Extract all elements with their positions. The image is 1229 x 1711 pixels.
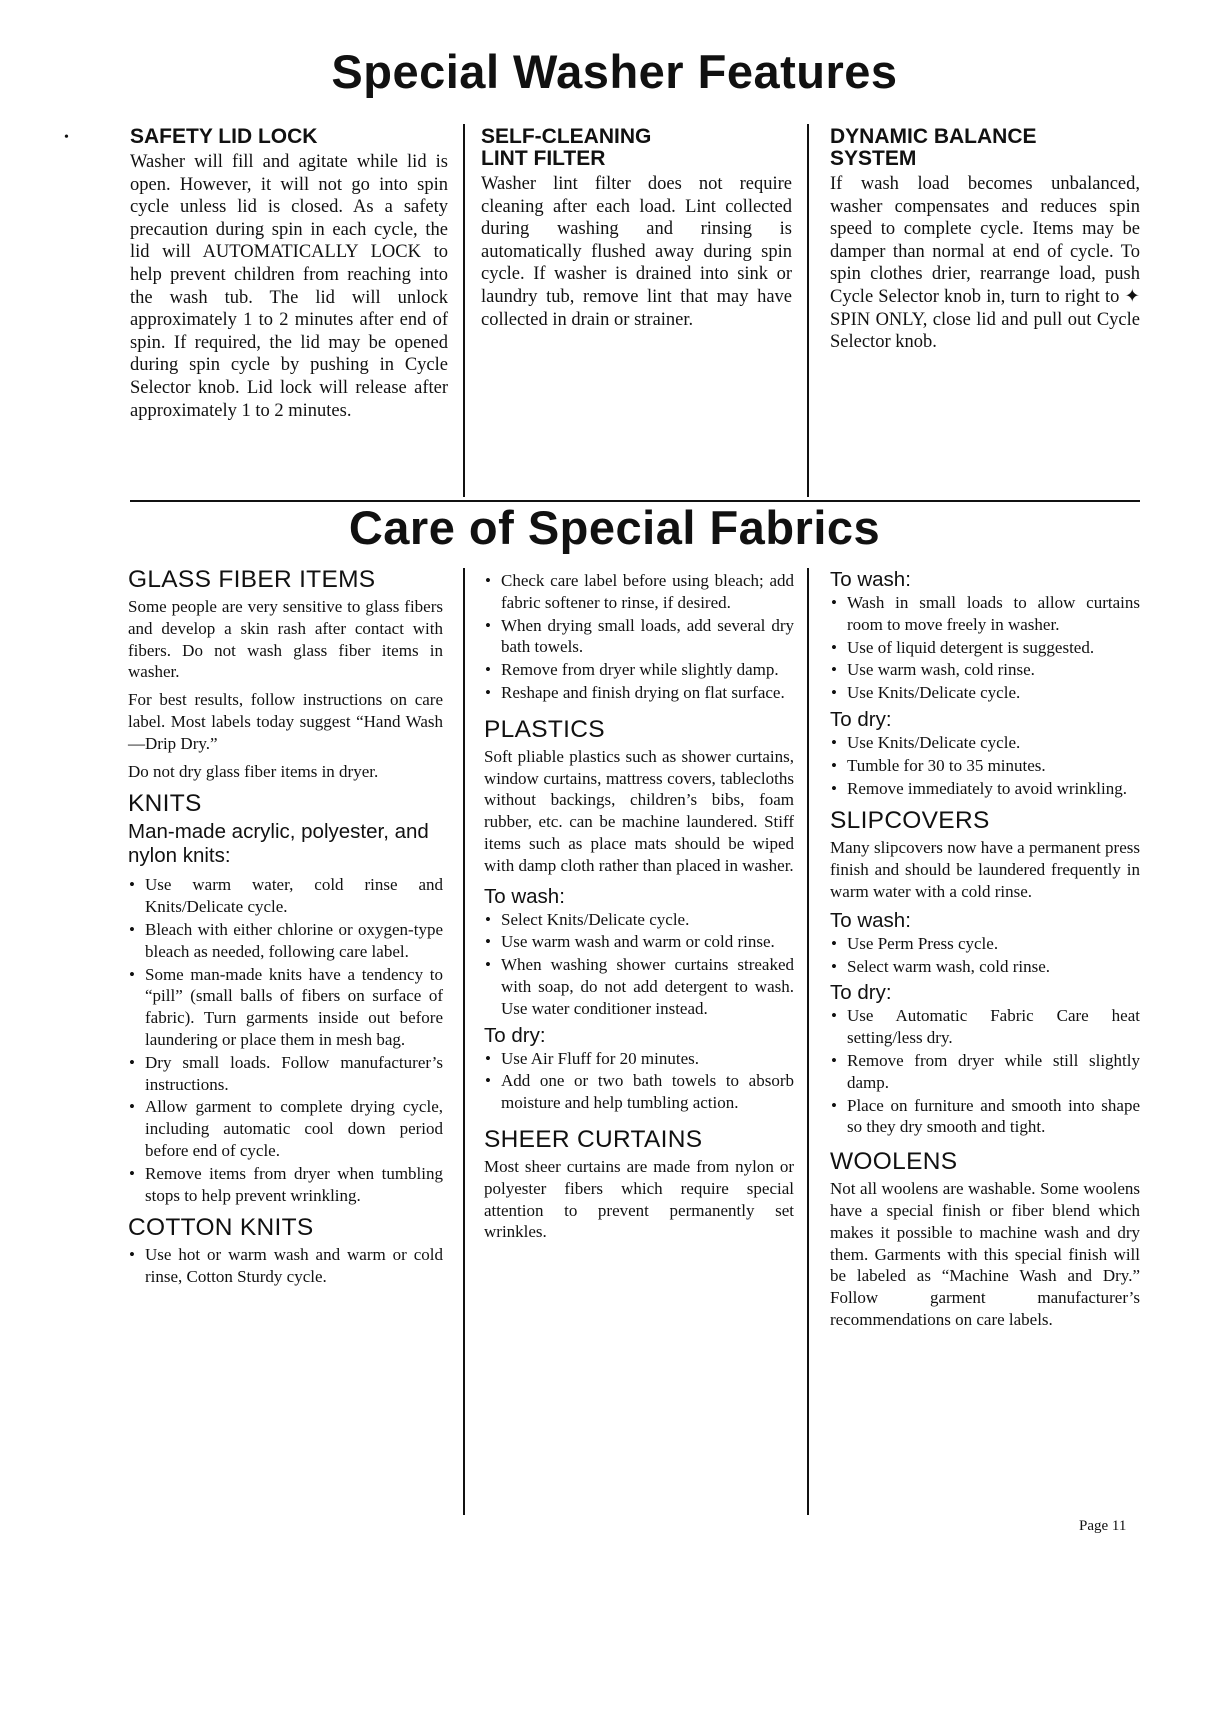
knits-list — [128, 874, 443, 1206]
list-item: • Use of liquid detergent is suggested. — [830, 637, 1140, 659]
safety-lid-lock-text: Washer will fill and agitate while lid is open. However, it will not go into spin cycle unless lid is closed. As a safety precaution during spin in each cycle, the lid will AUTOMATICALLY LOCK to help prevent children from reaching into the wash tub. The lid will unlock approximately 1 to 2 minutes after end of spin. If required, the lid may be opened during spin cycle by pushing in Cycle Selector knob. Lid lock will release after approximately 1 to 2 minutes. — [130, 152, 448, 421]
safety-lid-lock-heading: SAFETY LID LOCK — [130, 125, 318, 148]
sheer-curtains-heading: SHEER CURTAINS — [484, 1125, 703, 1153]
curtains-dry-heading: To dry: — [830, 707, 892, 731]
plastics-wash-list — [484, 909, 794, 1020]
list-item: • Use Knits/Delicate cycle. — [830, 682, 1140, 704]
list-item: • Use Knits/Delicate cycle. — [830, 732, 1140, 754]
list-item: • Select Knits/Delicate cycle. — [484, 909, 794, 931]
list-item: • Place on furniture and smooth into shape so they dry smooth and tight. — [830, 1095, 1140, 1139]
dynamic-balance-section — [830, 126, 1140, 354]
column-divider — [463, 568, 465, 1515]
plastics-paragraph: Soft pliable plastics such as shower curtains, window curtains, mattress covers, tablecloths without backings, children’s bibs, foam rubber, etc. can be machine laundered. Stiff items such as place mats should be wiped with damp cloth rather than placed in washer. — [484, 746, 794, 875]
curtains-wash-heading: To wash: — [830, 568, 911, 591]
cotton-knits-list — [128, 1244, 443, 1288]
list-item: • Tumble for 30 to 35 minutes. — [830, 755, 1140, 777]
glass-fiber-tips-list — [484, 570, 794, 704]
glass-fiber-heading: GLASS FIBER ITEMS — [128, 566, 376, 593]
woolens-heading: WOOLENS — [830, 1148, 958, 1176]
list-item: • When washing shower curtains streaked with soap, do not add detergent to wash. Use water conditioner instead. — [484, 954, 794, 1019]
list-item: • Remove from dryer while slightly damp. — [484, 659, 794, 681]
curtains-wash-list — [830, 592, 1140, 704]
list-item: • Wash in small loads to allow curtains room to move freely in washer. — [830, 592, 1140, 636]
slipcovers-wash-list — [830, 933, 1140, 978]
list-item: • Remove from dryer while still slightly damp. — [830, 1050, 1140, 1094]
dynamic-balance-heading: DYNAMIC BALANCE SYSTEM — [830, 125, 1037, 170]
woolens-paragraph: Not all woolens are washable. Some woolens have a special finish or fiber blend which makes it possible to machine wash and dry them. Garments with this special finish will be labeled as “Machine Wash and Dry.” Follow garment manufacturer’s recommendations on care labels. — [830, 1179, 1140, 1329]
lint-filter-heading: SELF-CLEANING LINT FILTER — [481, 125, 652, 170]
list-item: • Use warm wash and warm or cold rinse. — [484, 931, 794, 953]
knits-heading: KNITS — [128, 790, 202, 818]
list-item: • Use warm wash, cold rinse. — [830, 659, 1140, 681]
plastics-dry-list — [484, 1048, 794, 1114]
list-item: • Use Air Fluff for 20 minutes. — [484, 1048, 794, 1070]
list-item: • Use hot or warm wash and warm or cold rinse, Cotton Sturdy cycle. — [128, 1244, 443, 1288]
curtains-dry-list — [830, 732, 1140, 799]
slipcovers-wash-heading: To wash: — [830, 908, 911, 932]
margin-mark: • — [64, 130, 69, 145]
plastics-wash-heading: To wash: — [484, 884, 565, 908]
list-item: • Select warm wash, cold rinse. — [830, 956, 1140, 978]
glass-fiber-paragraph: Some people are very sensitive to glass fibers and develop a skin rash after contact with fibers. Do not wash glass fiber items in washer. — [128, 597, 443, 682]
knits-subheading: Man-made acrylic, polyester, and nylon knits: — [128, 820, 429, 868]
list-item: • Some man-made knits have a tendency to “pill” (small balls of fibers on surface of fabric). Turn garments inside out before laundering or place them in mesh bag. — [128, 964, 443, 1051]
fabrics-column-1 — [128, 566, 443, 1292]
slipcovers-dry-heading: To dry: — [830, 981, 892, 1005]
list-item: • Dry small loads. Follow manufacturer’s instructions. — [128, 1052, 443, 1096]
list-item: • Use Perm Press cycle. — [830, 933, 1140, 955]
list-item: • Bleach with either chlorine or oxygen-type bleach as needed, following care label. — [128, 919, 443, 963]
lint-filter-text: Washer lint filter does not require cleaning after each load. Lint collected during washing and rinsing is automatically flushed away during spin cycle. If washer is drained into sink or laundry tub, remove lint that may have collected in drain or strainer. — [481, 174, 792, 330]
list-item: • Use warm water, cold rinse and Knits/Delicate cycle. — [128, 874, 443, 918]
list-item: • Check care label before using bleach; add fabric softener to rinse, if desired. — [484, 570, 794, 614]
safety-lid-lock-section — [130, 126, 448, 422]
column-divider — [807, 124, 809, 497]
slipcovers-paragraph: Many slipcovers now have a permanent press finish and should be laundered frequently in warm water with a cold rinse. — [830, 838, 1140, 901]
fabrics-column-3 — [830, 568, 1140, 1337]
list-item: • Reshape and finish drying on flat surface. — [484, 682, 794, 704]
list-item: • Remove immediately to avoid wrinkling. — [830, 778, 1140, 800]
slipcovers-dry-list — [830, 1005, 1140, 1138]
slipcovers-heading: SLIPCOVERS — [830, 807, 990, 835]
column-divider — [807, 568, 809, 1515]
dynamic-balance-text: If wash load becomes unbalanced, washer compensates and reduces spin speed to complete cycle. Items may be damper than normal at end of cycle. To spin clothes drier, rearrange load, push Cycle Selector knob in, turn to right to ✦ SPIN ONLY, close lid and pull out Cycle Selector knob. — [830, 174, 1140, 353]
list-item: • Allow garment to complete drying cycle, including automatic cool down period before end of cycle. — [128, 1096, 443, 1161]
glass-fiber-paragraph: For best results, follow instructions on care label. Most labels today suggest “Hand Wash—Drip Dry.” — [128, 690, 443, 753]
fabrics-column-2 — [484, 570, 794, 1249]
list-item: • When drying small loads, add several dry bath towels. — [484, 615, 794, 659]
list-item: • Add one or two bath towels to absorb moisture and help tumbling action. — [484, 1070, 794, 1114]
list-item: • Remove items from dryer when tumbling stops to help prevent wrinkling. — [128, 1163, 443, 1207]
page-number: Page 11 — [1079, 1518, 1127, 1534]
list-item: • Use Automatic Fabric Care heat setting/less dry. — [830, 1005, 1140, 1049]
plastics-heading: PLASTICS — [484, 715, 605, 743]
glass-fiber-paragraph: Do not dry glass fiber items in dryer. — [128, 761, 379, 781]
sheer-curtains-paragraph: Most sheer curtains are made from nylon or polyester fibers which require special attention to prevent permanently set wrinkles. — [484, 1156, 794, 1242]
page-title: Special Washer Features — [331, 45, 898, 98]
cotton-knits-heading: COTTON KNITS — [128, 1214, 314, 1242]
plastics-dry-heading: To dry: — [484, 1023, 546, 1047]
section-title: Care of Special Fabrics — [348, 501, 881, 554]
lint-filter-section — [481, 126, 792, 331]
column-divider — [463, 124, 465, 497]
